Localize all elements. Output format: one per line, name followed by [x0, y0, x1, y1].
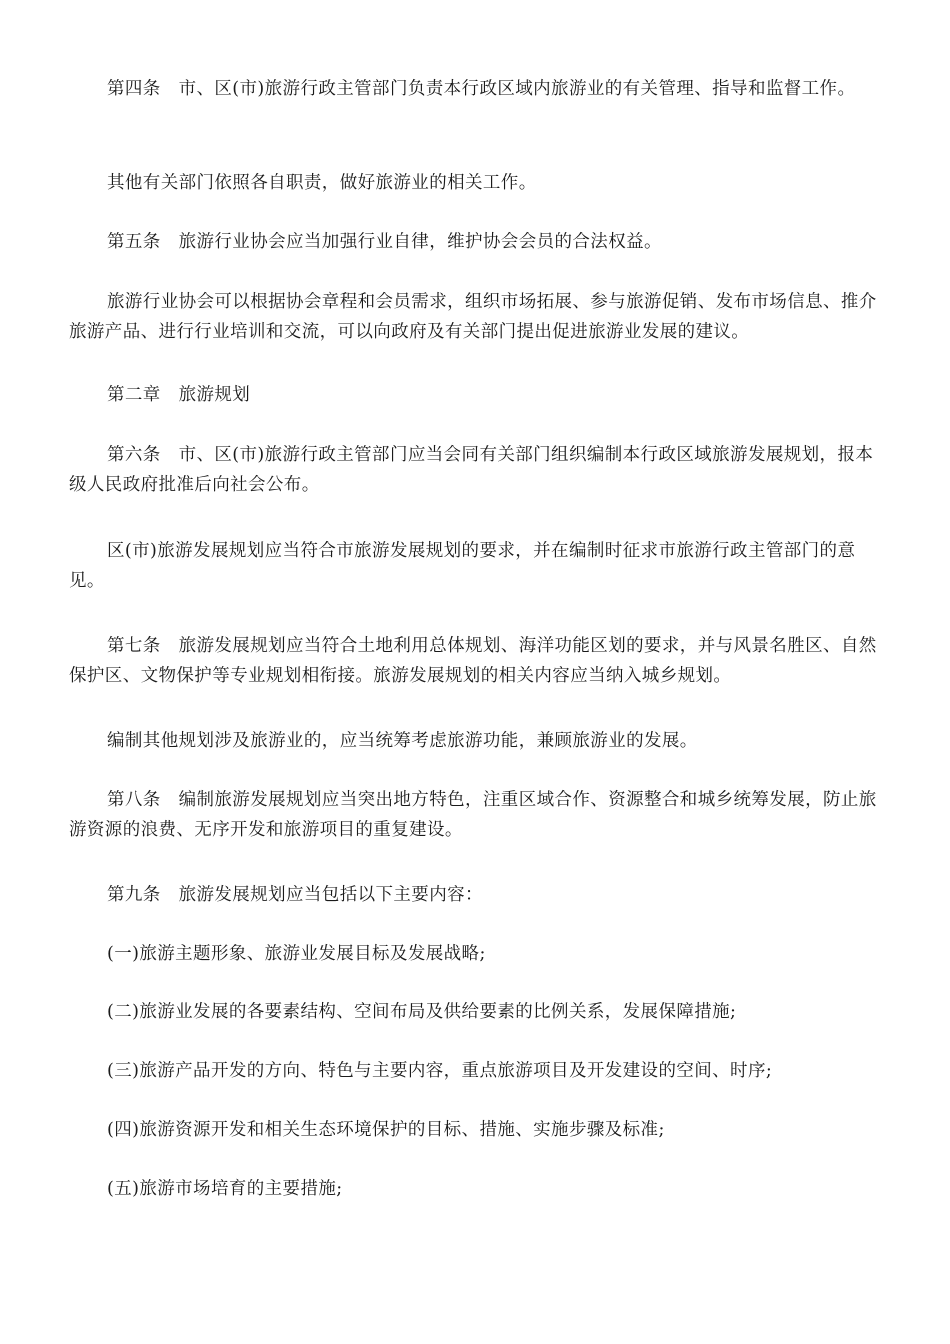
list-item-2: (二)旅游业发展的各要素结构、空间布局及供给要素的比例关系，发展保障措施;	[107, 1002, 737, 1022]
chapter-heading-2: 第二章 旅游规划	[107, 385, 251, 405]
paragraph-article-5: 第五条 旅游行业协会应当加强行业自律，维护协会会员的合法权益。	[107, 232, 662, 252]
paragraph-article-4: 第四条 市、区(市)旅游行政主管部门负责本行政区域内旅游业的有关管理、指导和监督工作。	[107, 79, 856, 99]
list-item-3: (三)旅游产品开发的方向、特色与主要内容，重点旅游项目及开发建设的空间、时序;	[107, 1061, 773, 1081]
list-item-4: (四)旅游资源开发和相关生态环境保护的目标、措施、实施步骤及标准;	[107, 1120, 665, 1140]
paragraph-article-8: 第八条 编制旅游发展规划应当突出地方特色，注重区域合作、资源整合和城乡统筹发展，防止旅游资源的浪费、无序开发和旅游项目的重复建设。	[69, 790, 877, 840]
list-item-5: (五)旅游市场培育的主要措施;	[107, 1179, 343, 1199]
paragraph-association-duties: 旅游行业协会可以根据协会章程和会员需求，组织市场拓展、参与旅游促销、发布市场信息、推介旅游产品、进行行业培训和交流，可以向政府及有关部门提出促进旅游业发展的建议。	[69, 292, 877, 342]
list-item-1: (一)旅游主题形象、旅游业发展目标及发展战略;	[107, 944, 486, 964]
paragraph-article-7: 第七条 旅游发展规划应当符合土地利用总体规划、海洋功能区划的要求，并与风景名胜区、自然保护区、文物保护等专业规划相衔接。旅游发展规划的相关内容应当纳入城乡规划。	[69, 636, 877, 686]
paragraph-other-departments: 其他有关部门依照各自职责，做好旅游业的相关工作。	[107, 173, 537, 193]
paragraph-article-9: 第九条 旅游发展规划应当包括以下主要内容：	[107, 885, 483, 905]
paragraph-district-plan: 区(市)旅游发展规划应当符合市旅游发展规划的要求，并在编制时征求市旅游行政主管部门的意见。	[69, 541, 856, 591]
paragraph-article-6: 第六条 市、区(市)旅游行政主管部门应当会同有关部门组织编制本行政区域旅游发展规划，报本级人民政府批准后向社会公布。	[69, 445, 874, 495]
paragraph-other-plans: 编制其他规划涉及旅游业的，应当统筹考虑旅游功能，兼顾旅游业的发展。	[107, 731, 698, 751]
